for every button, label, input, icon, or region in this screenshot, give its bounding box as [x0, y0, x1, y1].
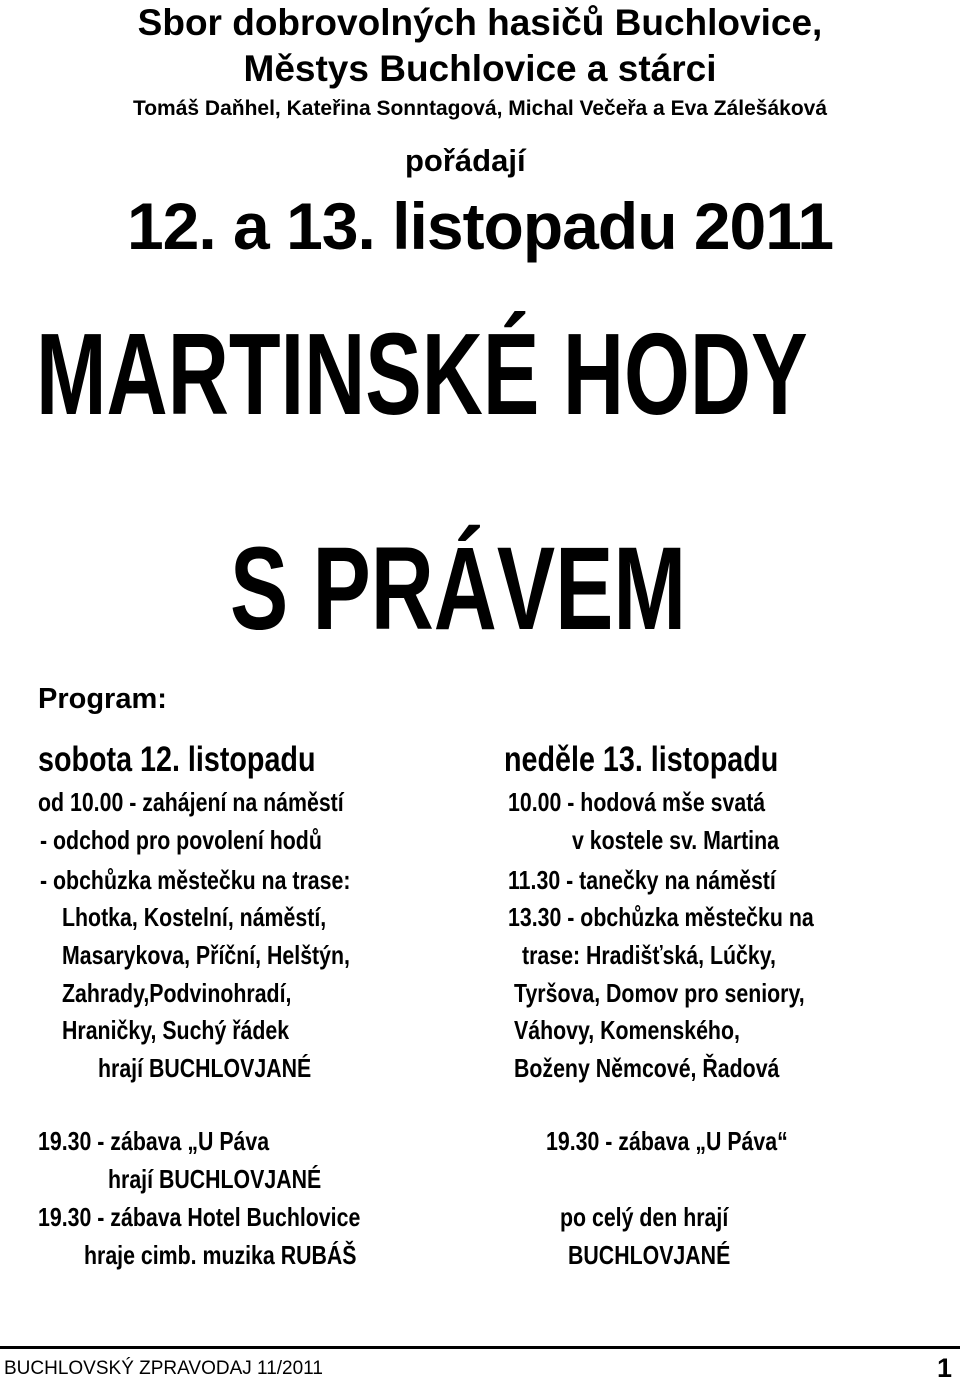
sunday-line-text: v kostele sv. Martina: [572, 825, 779, 855]
organizers-line-1: Sbor dobrovolných hasičů Buchlovice,: [137, 2, 823, 43]
sunday-line: [508, 865, 835, 895]
saturday-line-text: - obchůzka městečku na trase:: [40, 865, 351, 895]
saturday-line-text: Masarykova, Příční, Helštýn,: [62, 940, 350, 970]
title-line-2: S PRÁVEM: [230, 523, 687, 655]
saturday-line-text: Lhotka, Kostelní, náměstí,: [62, 902, 327, 932]
program-label: Program:: [38, 683, 167, 715]
saturday-line: [62, 1015, 339, 1045]
sunday-line-text: 10.00 - hodová mše svatá: [508, 787, 766, 817]
sunday-line: [508, 902, 881, 932]
saturday-line-text: hraje cimb. muzika RUBÁŠ: [84, 1240, 357, 1270]
saturday-line: [38, 787, 411, 817]
saturday-line: [84, 1240, 416, 1270]
title-martinske-hody: [36, 309, 908, 439]
saturday-line: [40, 825, 384, 855]
organizers-line-2: Městys Buchlovice a stárci: [243, 48, 717, 89]
sunday-line: [560, 1202, 765, 1232]
sunday-line-text: BUCHLOVJANÉ: [568, 1240, 731, 1270]
saturday-line: [62, 978, 342, 1008]
saturday-heading-text: sobota 12. listopadu: [38, 740, 316, 779]
footer-publication: BUCHLOVSKÝ ZPRAVODAJ 11/2011: [4, 1358, 323, 1379]
sunday-line-text: Váhovy, Komenského,: [514, 1015, 740, 1045]
saturday-line: [38, 1202, 431, 1232]
saturday-line-text: - odchod pro povolení hodů: [40, 825, 322, 855]
saturday-line-text: Hraničky, Suchý řádek: [62, 1015, 290, 1045]
saturday-line: [98, 1053, 358, 1083]
sunday-line-text: Boženy Němcové, Řadová: [514, 1053, 780, 1083]
sunday-line-text: po celý den hrají: [560, 1202, 729, 1232]
organizer-names: Tomáš Daňhel, Kateřina Sonntagová, Michal Večeřa a Eva Zálešáková: [132, 97, 828, 120]
saturday-line-text: od 10.00 - zahájení na náměstí: [38, 787, 344, 817]
sunday-line-text: 13.30 - obchůzka městečku na: [508, 902, 814, 932]
saturday-line-text: hrají BUCHLOVJANÉ: [108, 1164, 322, 1194]
saturday-line-text: Zahrady,Podvinohradí,: [62, 978, 292, 1008]
sunday-line-text: Tyršova, Domov pro seniory,: [514, 978, 805, 1008]
sunday-line: [514, 1053, 838, 1083]
sunday-line: [568, 1240, 766, 1270]
saturday-line-text: 19.30 - zábava Hotel Buchlovice: [38, 1202, 361, 1232]
sunday-line: [546, 1126, 841, 1156]
sunday-heading-text: neděle 13. listopadu: [504, 740, 779, 779]
sunday-line: [514, 1015, 790, 1045]
sunday-line: [572, 825, 824, 855]
saturday-line: [38, 1126, 320, 1156]
saturday-line-text: hrají BUCHLOVJANÉ: [98, 1053, 312, 1083]
saturday-line: [62, 902, 384, 932]
saturday-line: [62, 940, 413, 970]
title-s-pravem: [230, 523, 846, 655]
sunday-heading: [504, 740, 839, 780]
poradaji-text: pořádají: [405, 143, 526, 178]
saturday-heading: [38, 740, 376, 780]
saturday-line: [40, 865, 419, 895]
sunday-line-text: 19.30 - zábava „U Páva“: [546, 1126, 788, 1156]
title-line-1: MARTINSKÉ HODY: [36, 309, 808, 439]
footer-rule: [0, 1346, 960, 1349]
saturday-line-text: 19.30 - zábava „U Páva: [38, 1126, 270, 1156]
sunday-line: [508, 787, 822, 817]
sunday-line-text: 11.30 - tanečky na náměstí: [508, 865, 776, 895]
sunday-line-text: trase: Hradišťská, Lúčky,: [522, 940, 776, 970]
sunday-line: [514, 978, 868, 1008]
sunday-line: [522, 940, 832, 970]
saturday-line: [108, 1164, 368, 1194]
page-number: 1: [936, 1353, 952, 1383]
event-dates: 12. a 13. listopadu 2011: [126, 189, 834, 263]
